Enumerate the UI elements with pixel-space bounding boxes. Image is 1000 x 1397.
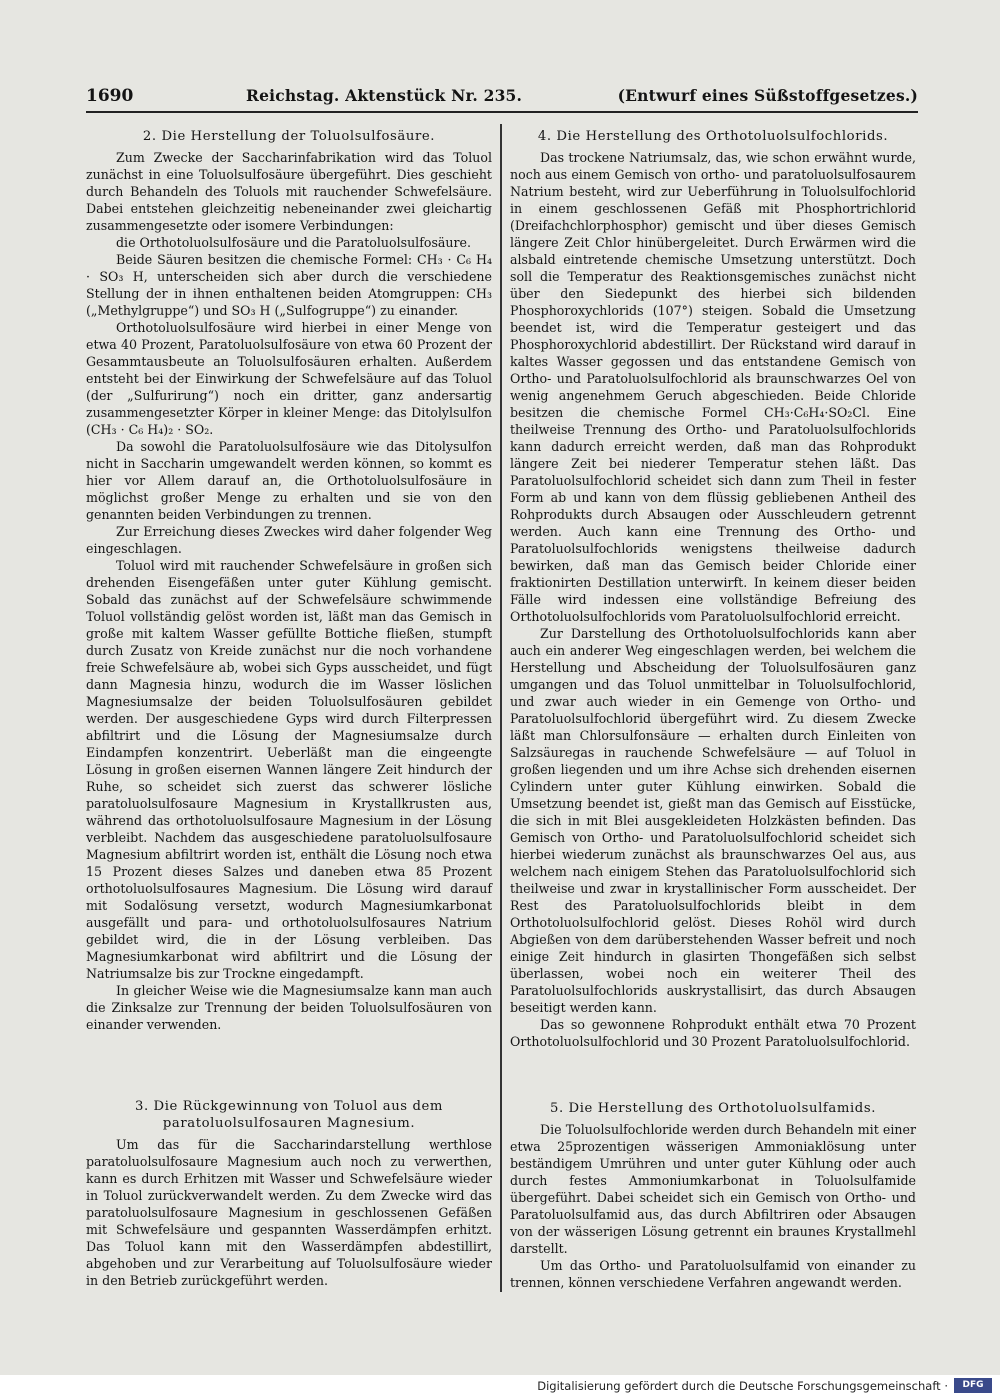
right-column-top (510, 128, 916, 1050)
header-subtitle: (Entwurf eines Süßstoffgesetzes.) (617, 86, 918, 105)
paragraph: Das so gewonnene Rohprodukt enthält etwa 70 Prozent Orthotoluolsulfochlorid und 30 Prozent Paratoluolsulfochlorid. (510, 1017, 916, 1049)
left-column-top (86, 128, 492, 1033)
paragraph: Die Toluolsulfochloride werden durch Behandeln mit einer etwa 25prozentigen wässerigen Ammoniaklösung unter beständigem Umrühren und unter guter Kühlung oder auch durch festes Ammoniumkarbonat in Toluolsulfamide übergeführt. Dabei scheidet sich ein Gemisch von Ortho- und Paratoluolsulfamid aus, das durch Abfiltriren oder Absaugen von der wässerigen Lösung getrennt ein braunes Krystallmehl darstellt. (510, 1122, 916, 1256)
paragraph: Um das Ortho- und Paratoluolsulfamid von einander zu trennen, können verschiedene Verfahren angewandt werden. (510, 1258, 916, 1290)
left-column-bottom (86, 1098, 492, 1289)
header-rule (86, 111, 918, 113)
header-title: Reichstag. Aktenstück Nr. 235. (246, 86, 523, 105)
paragraph: Das trockene Natriumsalz, das, wie schon erwähnt wurde, noch aus einem Gemisch von ortho- und paratoluolsulfosaurem Natrium besteht, wird zur Ueberführung in Toluolsulfochlorid in einem geschlossenen Gefäß mit Phosphortrichlorid (Dreifachchlorphosphor) gemischt und über dieses Gemisch längere Zeit Chlor hinübergeleitet. Durch Erwärmen wird die alsbald eintretende chemische Umsetzung unterstützt. Doch soll die Temperatur des Reaktionsgemisches zunächst nicht über den Siedepunkt des hierbei sich bildenden Phosphoroxychlorids (107°) steigen. Sobald die Umsetzung beendet ist, wird die Temperatur gesteigert und das Phosphoroxychlorid abdestillirt. Der Rückstand wird darauf in kaltes Wasser gegossen und das entstandene Gemisch von Ortho- und Paratoluolsulfochlorid als braunschwarzes Oel von wenig angenehmem Geruch abgeschieden. Beide Chloride besitzen die chemische Formel CH₃·C₆H₄·SO₂Cl. Eine theilweise Trennung des Ortho- und Paratoluolsulfochlorids kann dadurch erreicht werden, daß man das Rohprodukt längere Zeit bei niederer Temperatur stehen läßt. Das Paratoluolsulfochlorid scheidet sich dann zum Theil in fester Form ab und kann von dem flüssig gebliebenen Antheil des Rohprodukts durch Absaugen oder Ausschleudern getrennt werden. Auch kann eine Trennung des Ortho- und Paratoluolsulfochlorids wenigstens theilweise dadurch bewirken, daß man das Gemisch beider Chloride einer fraktionirten Destillation unterwirft. In keinem dieser beiden Fälle wird indessen eine vollständige Befreiung des Orthotoluolsulfochlorids vom Paratoluolsulfochlorid erreicht. (510, 150, 916, 624)
digitization-footer (0, 1375, 1000, 1397)
paragraph: Da sowohl die Paratoluolsulfosäure wie das Ditolysulfon nicht in Saccharin umgewandelt werden können, so kommt es hier vor Allem darauf an, die Orthotoluolsulfosäure in möglichst großer Menge zu erhalten und sie von den genannten beiden Verbindungen zu trennen. (86, 439, 492, 522)
paragraph: Zur Erreichung dieses Zweckes wird daher folgender Weg eingeschlagen. (86, 524, 492, 556)
section-heading-4: 4. Die Herstellung des Orthotoluolsulfochlorids. (537, 129, 889, 144)
section-heading-5: 5. Die Herstellung des Orthotoluolsulfamids. (549, 1101, 876, 1116)
paragraph: Toluol wird mit rauchender Schwefelsäure in großen sich drehenden Eisengefäßen unter guter Kühlung gemischt. Sobald das zunächst auf der Schwefelsäure schwimmende Toluol vollständig gelöst worden ist, läßt man das Gemisch in große mit kaltem Wasser gefüllte Bottiche fließen, stumpft durch Zusatz von Kreide zunächst nur die noch vorhandene freie Schwefelsäure ab, wobei sich Gyps ausscheidet, und fügt dann Magnesia hinzu, wodurch die im Wasser löslichen Magnesiumsalze der beiden Toluolsulfosäuren gebildet werden. Der ausgeschiedene Gyps wird durch Filterpressen abfiltrirt und die Lösung der Magnesiumsalze durch Eindampfen konzentrirt. Ueberläßt man die eingeengte Lösung in großen eisernen Wannen längere Zeit hindurch der Ruhe, so scheidet sich zuerst das schwerer lösliche paratoluolsulfosaure Magnesium in Krystallkrusten aus, während das orthotoluolsulfosaure Magnesium in der Lösung verbleibt. Nachdem das ausgeschiedene paratoluolsulfosaure Magnesium abfiltrirt worden ist, enthält die Lösung noch etwa 15 Prozent dieses Salzes und daneben etwa 85 Prozent orthotoluolsulfosaures Magnesium. Die Lösung wird darauf mit Sodalösung versetzt, wodurch Magnesiumkarbonat ausgefällt und para- und orthotoluolsulfosaures Natrium gebildet wird, die in der Lösung verbleiben. Das Magnesiumkarbonat wird abfiltrirt und die Lösung der Natriumsalze bis zur Trockne eingedampft. (86, 558, 492, 981)
page-header (86, 84, 918, 110)
paragraph: In gleicher Weise wie die Magnesiumsalze kann man auch die Zinksalze zur Trennung der beiden Toluolsulfosäuren von einander verwenden. (86, 983, 492, 1032)
column-divider (500, 124, 502, 1292)
section-heading-2: 2. Die Herstellung der Toluolsulfosäure. (142, 129, 436, 144)
right-column-bottom (510, 1100, 916, 1291)
paragraph: Zum Zwecke der Saccharinfabrikation wird das Toluol zunächst in eine Toluolsulfosäure übergeführt. Dies geschieht durch Behandeln des Toluols mit rauchender Schwefelsäure. Dabei entstehen gleichzeitig nebeneinander zwei gleichartig zusammengesetzte oder isomere Verbindungen: (86, 150, 492, 233)
footer-credit: Digitalisierung gefördert durch die Deutsche Forschungsgemeinschaft · (537, 1379, 948, 1393)
paragraph: Zur Darstellung des Orthotoluolsulfochlorids kann aber auch ein anderer Weg eingeschlagen werden, bei welchem die Herstellung und Abscheidung der Toluolsulfosäuren ganz umgangen und das Toluol unmittelbar in Toluolsulfochlorid, und zwar auch wieder in ein Gemenge von Ortho- und Paratoluolsulfochlorid übergeführt wird. Zu diesem Zwecke läßt man Chlorsulfonsäure — erhalten durch Einleiten von Salzsäuregas in rauchende Schwefelsäure — auf Toluol in großen liegenden und um ihre Achse sich drehenden eisernen Cylindern unter guter Kühlung einwirken. Sobald die Umsetzung beendet ist, gießt man das Gemisch auf Eisstücke, die sich in mit Blei ausgekleideten Holzkästen befinden. Das Gemisch von Ortho- und Paratoluolsulfochlorid scheidet sich hierbei wiederum zunächst als braunschwarzes Oel aus, aus welchem nach einigem Stehen das Paratoluolsulfochlorid sich theilweise und zwar in krystallinischer Form ausscheidet. Der Rest des Paratoluolsulfochlorids bleibt in dem Orthotoluolsulfochlorid gelöst. Dieses Rohöl wird durch Abgießen von dem darüberstehenden Wasser befreit und noch einige Zeit hindurch in glasirten Thongefäßen sich selbst überlassen, wobei noch ein weiterer Theil des Paratoluolsulfochlorids auskrystallisirt, das durch Absaugen beseitigt werden kann. (510, 626, 916, 1015)
page-number: 1690 (86, 86, 134, 106)
section-heading-3: 3. Die Rückgewinnung von Toluol aus dem paratoluolsulfosauren Magnesium. (134, 1099, 444, 1131)
paragraph: Beide Säuren besitzen die chemische Formel: CH₃ · C₆ H₄ · SO₃ H, unterscheiden sich aber durch die verschiedene Stellung der in ihnen enthaltenen beiden Atomgruppen: CH₃ („Methylgruppe“) und SO₃ H („Sulfogruppe“) zu einander. (86, 252, 492, 318)
dfg-logo: DFG (954, 1378, 992, 1393)
paragraph: Orthotoluolsulfosäure wird hierbei in einer Menge von etwa 40 Prozent, Paratoluolsulfosäure von etwa 60 Prozent der Gesammtausbeute an Toluolsulfosäuren erhalten. Außerdem entsteht bei der Einwirkung der Schwefelsäure auf das Toluol (der „Sulfurirung“) noch ein dritter, ganz andersartig zusammengesetzter Körper in kleiner Menge: das Ditolylsulfon (CH₃ · C₆ H₄)₂ · SO₂. (86, 320, 492, 437)
paragraph: die Orthotoluolsulfosäure und die Paratoluolsulfosäure. (116, 235, 472, 250)
paragraph: Um das für die Saccharindarstellung werthlose paratoluolsulfosaure Magnesium auch noch zu verwerthen, kann es durch Erhitzen mit Wasser und Schwefelsäure wieder in Toluol zurückverwandelt werden. Zu dem Zwecke wird das paratoluolsulfosaure Magnesium in geschlossenen Gefäßen mit Schwefelsäure und gespannten Wasserdämpfen erhitzt. Das Toluol kann mit den Wasserdämpfen abdestillirt, abgehoben und zur Verarbeitung auf Toluolsulfosäure wieder in den Betrieb zurückgeführt werden. (86, 1137, 492, 1288)
